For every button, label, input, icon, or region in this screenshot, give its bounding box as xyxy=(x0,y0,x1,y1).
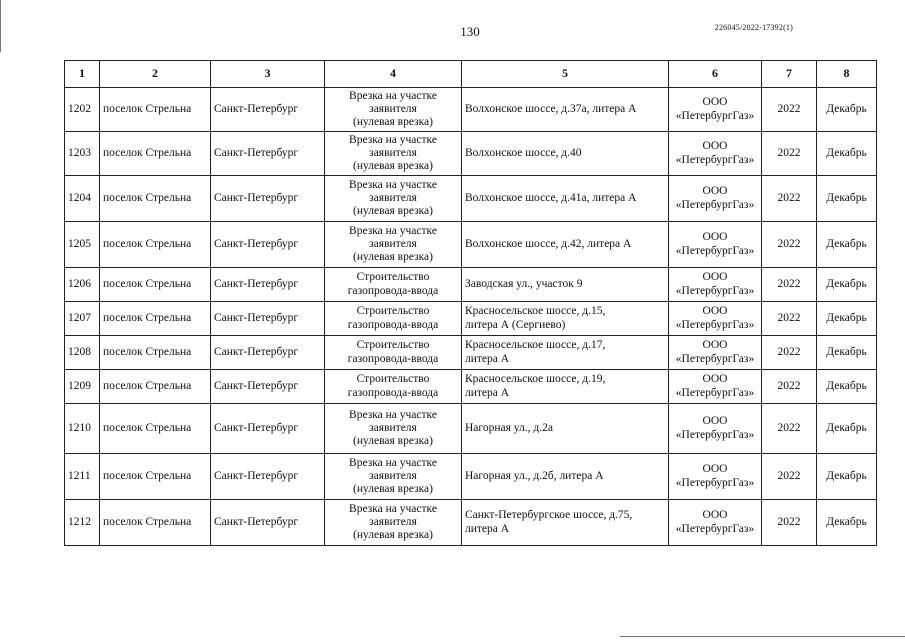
column-header: 6 xyxy=(669,61,762,88)
year-cell-text: 2022 xyxy=(777,146,801,159)
settlement-cell-text: поселок Стрельна xyxy=(103,345,192,358)
year-cell-text: 2022 xyxy=(777,311,801,324)
address-cell-text: Санкт-Петербургское шоссе, д.75, литера А xyxy=(465,509,633,535)
address-cell xyxy=(462,88,669,132)
work-type-cell-text: Строительство газопровода-ввода xyxy=(347,339,439,365)
row-number-cell xyxy=(65,454,100,500)
year-cell-text: 2022 xyxy=(777,191,801,204)
organization-cell-text: ООО «ПетербургГаз» xyxy=(675,271,755,297)
row-number-cell xyxy=(65,370,100,404)
organization-cell-text: ООО «ПетербургГаз» xyxy=(675,415,755,441)
table-row xyxy=(65,176,877,222)
settlement-cell-text: поселок Стрельна xyxy=(103,515,192,528)
work-type-cell-text: Врезка на участке заявителя (нулевая врезка) xyxy=(349,133,437,173)
address-cell xyxy=(462,370,669,404)
settlement-cell xyxy=(100,88,211,132)
month-cell xyxy=(817,88,877,132)
organization-cell-text: ООО «ПетербургГаз» xyxy=(675,96,755,122)
city-cell xyxy=(211,176,325,222)
column-header: 2 xyxy=(100,61,211,88)
organization-cell xyxy=(669,404,762,454)
month-cell-text: Декабрь xyxy=(826,345,867,358)
city-cell xyxy=(211,268,325,302)
city-cell xyxy=(211,404,325,454)
row-number-cell-text: 1208 xyxy=(68,345,91,358)
row-number-cell-text: 1203 xyxy=(68,146,91,159)
work-type-cell xyxy=(325,454,462,500)
column-header: 5 xyxy=(462,61,669,88)
organization-cell-text: ООО «ПетербургГаз» xyxy=(675,339,755,365)
year-cell xyxy=(762,302,817,336)
address-cell-text: Волхонское шоссе, д.37а, литера А xyxy=(465,102,637,115)
year-cell xyxy=(762,176,817,222)
month-cell-text: Декабрь xyxy=(826,515,867,528)
address-cell xyxy=(462,132,669,176)
address-cell-text: Волхонское шоссе, д.42, литера А xyxy=(465,237,632,250)
city-cell xyxy=(211,370,325,404)
settlement-cell xyxy=(100,336,211,370)
year-cell-text: 2022 xyxy=(777,469,801,482)
settlement-cell-text: поселок Стрельна xyxy=(103,421,192,434)
column-header: 4 xyxy=(325,61,462,88)
work-type-cell xyxy=(325,500,462,546)
year-cell-text: 2022 xyxy=(777,102,801,115)
row-number-cell-text: 1204 xyxy=(68,191,91,204)
organization-cell-text: ООО «ПетербургГаз» xyxy=(675,509,755,535)
row-number-cell xyxy=(65,132,100,176)
work-type-cell-text: Врезка на участке заявителя (нулевая врезка) xyxy=(349,224,437,264)
city-cell-text: Санкт-Петербург xyxy=(214,191,299,204)
organization-cell xyxy=(669,302,762,336)
month-cell xyxy=(817,454,877,500)
address-cell-text: Волхонское шоссе, д.41а, литера А xyxy=(465,191,637,204)
month-cell xyxy=(817,222,877,268)
address-cell-text: Нагорная ул., д.2б, литера А xyxy=(465,469,604,482)
row-number-cell-text: 1202 xyxy=(68,102,91,115)
month-cell-text: Декабрь xyxy=(826,277,867,290)
address-cell xyxy=(462,302,669,336)
row-number-cell-text: 1212 xyxy=(68,515,91,528)
settlement-cell-text: поселок Стрельна xyxy=(103,469,192,482)
row-number-cell-text: 1206 xyxy=(68,277,91,290)
row-number-cell xyxy=(65,302,100,336)
settlement-cell xyxy=(100,500,211,546)
row-number-cell-text: 1210 xyxy=(68,421,91,434)
city-cell xyxy=(211,302,325,336)
table-row xyxy=(65,88,877,132)
table-row xyxy=(65,268,877,302)
month-cell xyxy=(817,500,877,546)
month-cell-text: Декабрь xyxy=(826,237,867,250)
row-number-cell xyxy=(65,500,100,546)
settlement-cell xyxy=(100,222,211,268)
year-cell xyxy=(762,268,817,302)
city-cell xyxy=(211,454,325,500)
year-cell xyxy=(762,500,817,546)
city-cell-text: Санкт-Петербург xyxy=(214,311,299,324)
organization-cell-text: ООО «ПетербургГаз» xyxy=(675,231,755,257)
row-number-cell-text: 1209 xyxy=(68,379,91,392)
row-number-cell xyxy=(65,336,100,370)
year-cell xyxy=(762,88,817,132)
year-cell-text: 2022 xyxy=(777,379,801,392)
month-cell xyxy=(817,370,877,404)
month-cell xyxy=(817,132,877,176)
organization-cell-text: ООО «ПетербургГаз» xyxy=(675,305,755,331)
organization-cell-text: ООО «ПетербургГаз» xyxy=(675,185,755,211)
year-cell-text: 2022 xyxy=(777,345,801,358)
address-cell xyxy=(462,336,669,370)
table-row xyxy=(65,132,877,176)
scan-edge-line xyxy=(620,636,905,637)
work-type-cell-text: Врезка на участке заявителя (нулевая врезка) xyxy=(349,178,437,218)
year-cell xyxy=(762,454,817,500)
month-cell xyxy=(817,176,877,222)
year-cell-text: 2022 xyxy=(777,515,801,528)
organization-cell xyxy=(669,454,762,500)
work-type-cell xyxy=(325,132,462,176)
row-number-cell xyxy=(65,176,100,222)
city-cell-text: Санкт-Петербург xyxy=(214,277,299,290)
month-cell xyxy=(817,336,877,370)
address-cell xyxy=(462,176,669,222)
settlement-cell xyxy=(100,268,211,302)
city-cell xyxy=(211,500,325,546)
work-type-cell-text: Строительство газопровода-ввода xyxy=(347,373,439,399)
city-cell xyxy=(211,88,325,132)
organization-cell-text: ООО «ПетербургГаз» xyxy=(675,463,755,489)
year-cell xyxy=(762,132,817,176)
work-type-cell-text: Врезка на участке заявителя (нулевая врезка) xyxy=(349,89,437,129)
table-row xyxy=(65,370,877,404)
month-cell-text: Декабрь xyxy=(826,421,867,434)
work-type-cell xyxy=(325,88,462,132)
row-number-cell-text: 1211 xyxy=(68,469,91,482)
settlement-cell-text: поселок Стрельна xyxy=(103,311,192,324)
city-cell xyxy=(211,222,325,268)
work-type-cell-text: Врезка на участке заявителя (нулевая врезка) xyxy=(349,456,437,496)
address-cell-text: Красносельское шоссе, д.19, литера А xyxy=(465,373,606,399)
work-type-cell-text: Строительство газопровода-ввода xyxy=(347,305,439,331)
address-cell xyxy=(462,500,669,546)
settlement-cell-text: поселок Стрельна xyxy=(103,102,192,115)
month-cell-text: Декабрь xyxy=(826,146,867,159)
settlement-cell-text: поселок Стрельна xyxy=(103,237,192,250)
city-cell-text: Санкт-Петербург xyxy=(214,421,299,434)
row-number-cell xyxy=(65,404,100,454)
month-cell-text: Декабрь xyxy=(826,469,867,482)
organization-cell xyxy=(669,132,762,176)
table-row xyxy=(65,336,877,370)
city-cell-text: Санкт-Петербург xyxy=(214,146,299,159)
row-number-cell xyxy=(65,88,100,132)
column-header: 1 xyxy=(65,61,100,88)
work-type-cell xyxy=(325,302,462,336)
city-cell-text: Санкт-Петербург xyxy=(214,515,299,528)
work-type-cell xyxy=(325,176,462,222)
work-type-cell xyxy=(325,222,462,268)
organization-cell-text: ООО «ПетербургГаз» xyxy=(675,140,755,166)
organization-cell xyxy=(669,268,762,302)
row-number-cell xyxy=(65,222,100,268)
organization-cell xyxy=(669,370,762,404)
city-cell xyxy=(211,132,325,176)
settlement-cell xyxy=(100,404,211,454)
settlement-cell xyxy=(100,176,211,222)
year-cell xyxy=(762,370,817,404)
year-cell xyxy=(762,222,817,268)
organization-cell xyxy=(669,500,762,546)
column-header: 7 xyxy=(762,61,817,88)
year-cell xyxy=(762,404,817,454)
schedule-table xyxy=(64,60,877,546)
settlement-cell xyxy=(100,454,211,500)
document-reference: 226045/2022-17392(1) xyxy=(714,23,793,32)
month-cell xyxy=(817,302,877,336)
city-cell-text: Санкт-Петербург xyxy=(214,379,299,392)
organization-cell xyxy=(669,88,762,132)
scan-edge-line xyxy=(0,0,1,52)
year-cell-text: 2022 xyxy=(777,277,801,290)
settlement-cell-text: поселок Стрельна xyxy=(103,146,192,159)
city-cell-text: Санкт-Петербург xyxy=(214,345,299,358)
settlement-cell xyxy=(100,132,211,176)
year-cell xyxy=(762,336,817,370)
address-cell-text: Нагорная ул., д.2а xyxy=(465,421,553,434)
city-cell-text: Санкт-Петербург xyxy=(214,102,299,115)
address-cell xyxy=(462,268,669,302)
row-number-cell-text: 1207 xyxy=(68,311,91,324)
month-cell-text: Декабрь xyxy=(826,102,867,115)
year-cell-text: 2022 xyxy=(777,237,801,250)
settlement-cell xyxy=(100,302,211,336)
year-cell-text: 2022 xyxy=(777,421,801,434)
month-cell-text: Декабрь xyxy=(826,379,867,392)
work-type-cell-text: Строительство газопровода-ввода xyxy=(347,271,439,297)
address-cell-text: Красносельское шоссе, д.17, литера А xyxy=(465,339,606,365)
table-row xyxy=(65,500,877,546)
settlement-cell xyxy=(100,370,211,404)
settlement-cell-text: поселок Стрельна xyxy=(103,379,192,392)
city-cell-text: Санкт-Петербург xyxy=(214,237,299,250)
address-cell-text: Заводская ул., участок 9 xyxy=(465,277,583,290)
organization-cell xyxy=(669,336,762,370)
address-cell xyxy=(462,404,669,454)
organization-cell xyxy=(669,222,762,268)
work-type-cell xyxy=(325,268,462,302)
city-cell-text: Санкт-Петербург xyxy=(214,469,299,482)
address-cell-text: Красносельское шоссе, д.15, литера А (Сергиево) xyxy=(465,305,606,331)
address-cell xyxy=(462,454,669,500)
organization-cell-text: ООО «ПетербургГаз» xyxy=(675,373,755,399)
month-cell xyxy=(817,268,877,302)
row-number-cell xyxy=(65,268,100,302)
month-cell-text: Декабрь xyxy=(826,191,867,204)
organization-cell xyxy=(669,176,762,222)
page-number: 130 xyxy=(460,24,480,39)
column-header: 8 xyxy=(817,61,877,88)
table-row xyxy=(65,302,877,336)
address-cell-text: Волхонское шоссе, д.40 xyxy=(465,146,582,159)
work-type-cell xyxy=(325,370,462,404)
month-cell xyxy=(817,404,877,454)
address-cell xyxy=(462,222,669,268)
column-header: 3 xyxy=(211,61,325,88)
work-type-cell-text: Врезка на участке заявителя (нулевая врезка) xyxy=(349,408,437,448)
row-number-cell-text: 1205 xyxy=(68,237,91,250)
month-cell-text: Декабрь xyxy=(826,311,867,324)
settlement-cell-text: поселок Стрельна xyxy=(103,191,192,204)
settlement-cell-text: поселок Стрельна xyxy=(103,277,192,290)
work-type-cell xyxy=(325,336,462,370)
table-header-row xyxy=(65,61,877,88)
table-row xyxy=(65,454,877,500)
table-row xyxy=(65,404,877,454)
work-type-cell-text: Врезка на участке заявителя (нулевая врезка) xyxy=(349,502,437,542)
city-cell xyxy=(211,336,325,370)
work-type-cell xyxy=(325,404,462,454)
table-row xyxy=(65,222,877,268)
